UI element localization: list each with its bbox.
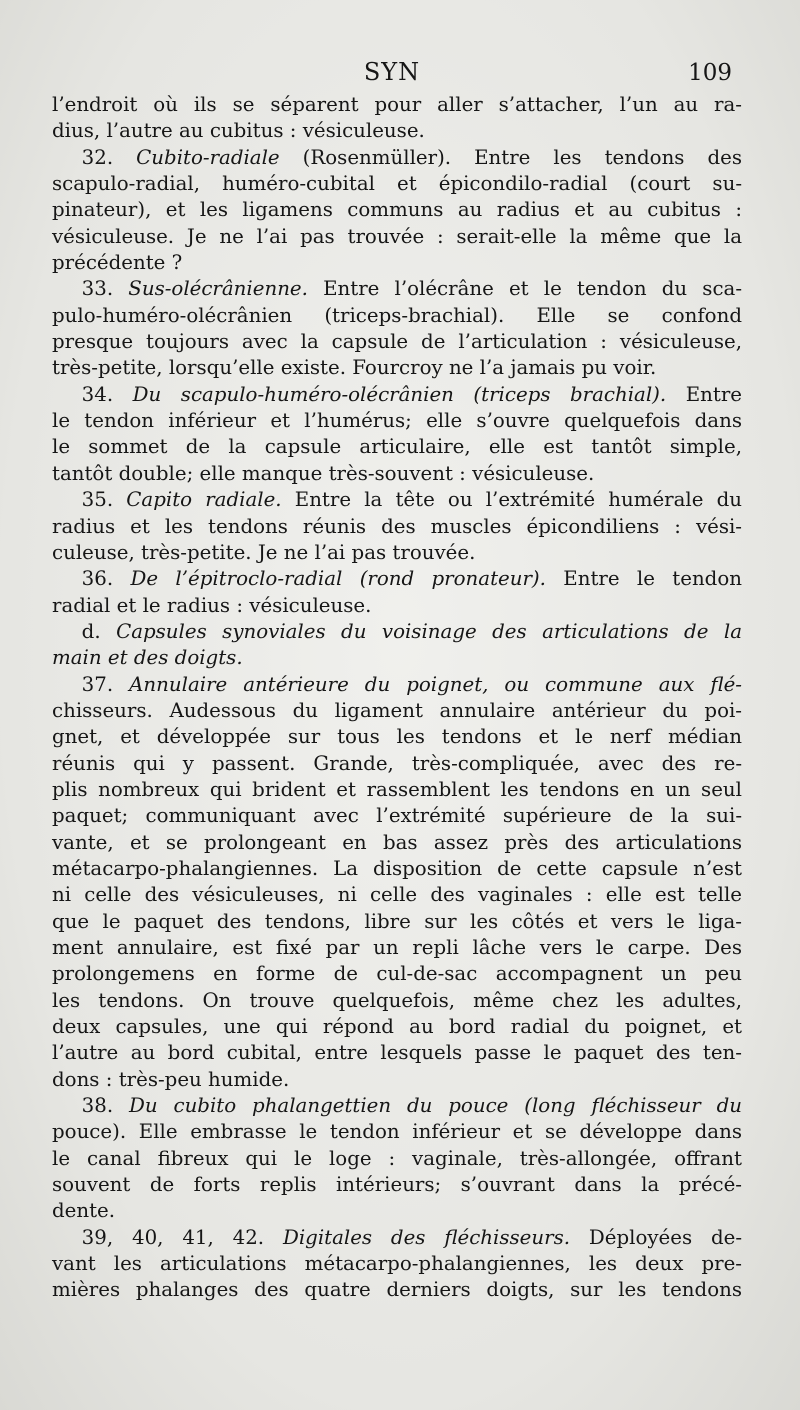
entry-32 <box>52 145 742 277</box>
text-line: précédente ? <box>52 251 183 275</box>
text-run: Entre le tendon <box>563 567 742 591</box>
text-line: vant les articulations métacarpo-phalangiennes, les deux pre- <box>52 1252 742 1276</box>
entry-title: Du scapulo-huméro-olécrânien (triceps brachial). <box>132 382 667 406</box>
text-line: réunis qui y passent. Grande, très-compliquée, avec des re- <box>52 751 742 775</box>
text-run: Entre <box>685 382 743 406</box>
entry-38 <box>52 1093 742 1225</box>
text-line: métacarpo-phalangiennes. La disposition de cette capsule n’est <box>52 856 742 880</box>
entry-33 <box>52 276 742 381</box>
page-header <box>52 58 732 90</box>
entry-title: Cubito-radiale <box>136 145 280 169</box>
entry-number: 32. <box>81 145 114 169</box>
text-line <box>52 145 742 171</box>
entry-continuation <box>52 92 742 145</box>
entry-number: 35. <box>81 488 114 512</box>
text-line: gnet, et développée sur tous les tendons et le nerf médian <box>52 725 742 749</box>
entry-title: Capito radiale. <box>126 488 282 512</box>
text-line <box>52 619 742 645</box>
text-line: le tendon inférieur et l’humérus; elle s’ouvre quelquefois dans <box>52 409 742 433</box>
section-d <box>52 619 742 672</box>
text-line: souvent de forts replis intérieurs; s’ouvrant dans la précé- <box>52 1173 742 1197</box>
running-head: SYN <box>363 58 421 86</box>
text-line: dons : très-peu humide. <box>52 1067 290 1091</box>
text-run: (Rosenmüller). Entre les tendons des <box>302 145 742 169</box>
entry-number: 38. <box>81 1094 114 1118</box>
text-run: Déployées de- <box>588 1225 743 1249</box>
text-line: vante, et se prolongeant en bas assez près des articulations <box>52 830 742 854</box>
text-line <box>52 1093 742 1119</box>
text-line: chisseurs. Audessous du ligament annulaire antérieur du poi- <box>52 698 742 722</box>
entry-37 <box>52 672 742 1094</box>
text-line: ni celle des vésiculeuses, ni celle des vaginales : elle est telle <box>52 883 742 907</box>
text-line: pulo-huméro-olécrânien (triceps-brachial). Elle se confond <box>52 303 742 327</box>
entry-35 <box>52 487 742 566</box>
entry-title: Digitales des fléchisseurs. <box>282 1225 571 1249</box>
text-line: que le paquet des tendons, libre sur les côtés et vers le liga- <box>52 909 742 933</box>
text-line: mières phalanges des quatre derniers doigts, sur les tendons <box>52 1278 742 1302</box>
text-line: tantôt double; elle manque très-souvent : vésiculeuse. <box>52 461 595 485</box>
text-line: paquet; communiquant avec l’extrémité supérieure de la sui- <box>52 804 742 828</box>
text-line: l’autre au bord cubital, entre lesquels passe le paquet des ten- <box>52 1041 742 1065</box>
text-line: prolongemens en forme de cul-de-sac accompagnent un peu <box>52 962 742 986</box>
text-run: Entre la tête ou l’extrémité humérale du <box>294 488 742 512</box>
entry-number: 34. <box>81 382 114 406</box>
text-line: plis nombreux qui brident et rassemblent les tendons en un seul <box>52 777 742 801</box>
entry-title: Annulaire antérieure du poignet, ou commune aux flé- <box>129 672 742 696</box>
entry-36 <box>52 566 742 619</box>
entry-number: 36. <box>81 567 114 591</box>
entry-34 <box>52 382 742 487</box>
text-line <box>52 382 742 408</box>
text-line: deux capsules, une qui répond au bord radial du poignet, et <box>52 1015 742 1039</box>
entry-title: Du cubito phalangettien du pouce (long fléchisseur du <box>129 1094 742 1118</box>
text-line <box>52 276 742 302</box>
text-run: Entre l’olécrâne et le tendon du sca- <box>323 277 742 301</box>
text-line: dente. <box>52 1199 116 1223</box>
entry-title: Capsules synoviales du voisinage des articulations de la <box>116 619 742 643</box>
entry-title-cont: main et des doigts. <box>52 646 243 670</box>
page-number: 109 <box>688 60 732 86</box>
text-line <box>52 645 742 671</box>
text-line: le sommet de la capsule articulaire, elle est tantôt simple, <box>52 435 742 459</box>
text-line: scapulo-radial, huméro-cubital et épicondilo-radial (court su- <box>52 172 742 196</box>
text-line <box>52 566 742 592</box>
text-line: très-petite, lorsqu’elle existe. Fourcroy ne l’a jamais pu voir. <box>52 356 657 380</box>
text-line: presque toujours avec la capsule de l’articulation : vésiculeuse, <box>52 330 742 354</box>
text-line: radius et les tendons réunis des muscles épicondiliens : vési- <box>52 514 742 538</box>
entry-number: 39, 40, 41, 42. <box>81 1225 265 1249</box>
text-line: pinateur), et les ligamens communs au radius et au cubitus : <box>52 198 742 222</box>
text-line: le canal fibreux qui le loge : vaginale, très-allongée, offrant <box>52 1146 742 1170</box>
text-line: ment annulaire, est fixé par un repli lâche vers le carpe. Des <box>52 936 742 959</box>
page-body <box>52 92 742 1304</box>
entry-39-42 <box>52 1225 742 1304</box>
text-line: dius, l’autre au cubitus : vésiculeuse. <box>52 119 425 143</box>
text-line: vésiculeuse. Je ne l’ai pas trouvée : serait-elle la même que la <box>52 224 742 248</box>
entry-number: 33. <box>81 277 114 301</box>
text-line <box>52 672 742 698</box>
entry-number: 37. <box>81 672 114 696</box>
text-line: pouce). Elle embrasse le tendon inférieur et se développe dans <box>52 1120 742 1144</box>
text-line: radial et le radius : vésiculeuse. <box>52 593 372 617</box>
entry-number: d. <box>81 619 101 643</box>
entry-title: Sus-olécrânienne. <box>128 277 308 301</box>
text-line: culeuse, très-petite. Je ne l’ai pas trouvée. <box>52 540 476 564</box>
text-line: les tendons. On trouve quelquefois, même chez les adultes, <box>52 988 742 1012</box>
text-line <box>52 1225 742 1251</box>
text-line <box>52 487 742 513</box>
entry-title: De l’épitroclo-radial (rond pronateur). <box>130 567 546 591</box>
text-line: l’endroit où ils se séparent pour aller s’attacher, l’un au ra- <box>52 93 742 116</box>
